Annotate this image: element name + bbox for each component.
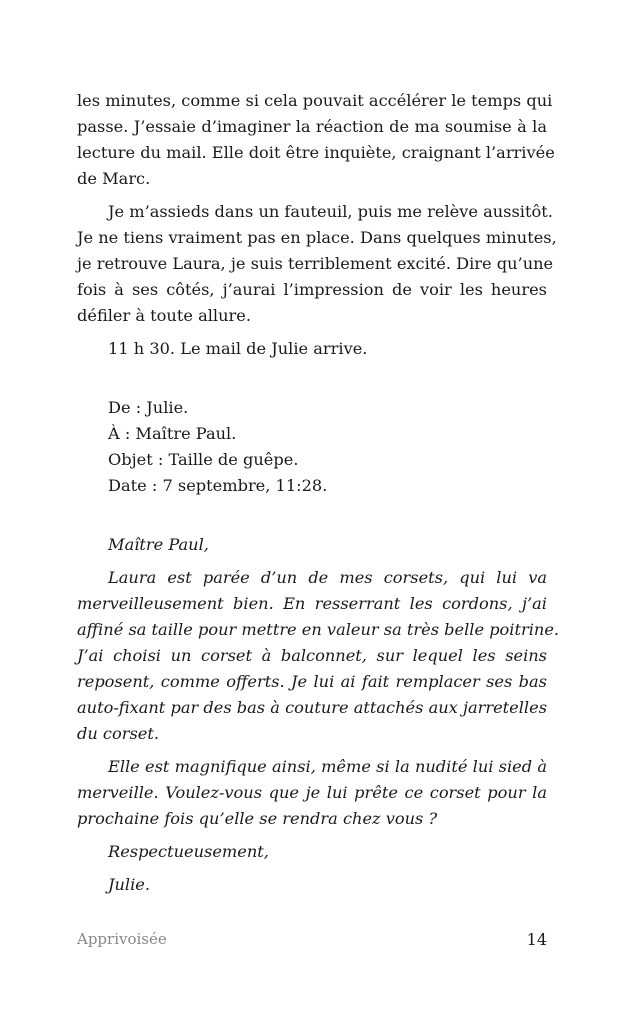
email-paragraph-magnifique — [77, 754, 547, 832]
text-line: les minutes, comme si cela pouvait accélérer le temps qui — [77, 91, 553, 110]
text-line: merveilleusement bien. En resserrant les cordons, j’ai — [77, 594, 547, 613]
paragraph-mail-arrive: 11 h 30. Le mail de Julie arrive. — [108, 339, 368, 358]
email-to: À : Maître Paul. — [108, 424, 237, 443]
text-line: auto-fixant par des bas à couture attachés aux jarretelles — [77, 698, 547, 717]
email-header — [77, 395, 547, 499]
text-line: prochaine fois qu’elle se rendra chez vous ? — [77, 809, 438, 828]
text-line: passe. J’essaie d’imaginer la réaction de ma soumise à la — [77, 117, 547, 136]
email-subject: Objet : Taille de guêpe. — [108, 450, 299, 469]
email-body — [77, 532, 560, 898]
text-line: défiler à toute allure. — [77, 306, 251, 325]
paragraph-continuation — [77, 88, 555, 192]
text-line: merveille. Voulez-vous que je lui prête ce corset pour la — [77, 783, 547, 802]
text-line: Je m’assieds dans un fauteuil, puis me relève aussitôt. — [108, 202, 553, 221]
text-line: lecture du mail. Elle doit être inquiète, craignant l’arrivée — [77, 143, 555, 162]
page-number: 14 — [526, 930, 547, 949]
book-title: Apprivoisée — [77, 930, 167, 948]
text-line: J’ai choisi un corset à balconnet, sur lequel les seins — [77, 646, 547, 665]
page-body — [77, 88, 560, 898]
text-line: Je ne tiens vraiment pas en place. Dans quelques minutes, — [77, 228, 557, 247]
email-paragraph-corset — [77, 565, 560, 747]
page-footer — [77, 930, 547, 949]
email-closing: Respectueusement, — [108, 842, 269, 861]
text-line: Elle est magnifique ainsi, même si la nudité lui sied à — [108, 757, 547, 776]
text-line: reposent, comme offerts. Je lui ai fait remplacer ses bas — [77, 672, 547, 691]
email-date: Date : 7 septembre, 11:28. — [108, 476, 328, 495]
text-line: affiné sa taille pour mettre en valeur sa très belle poitrine. — [77, 620, 560, 639]
email-salutation: Maître Paul, — [108, 535, 209, 554]
paragraph-fauteuil — [77, 199, 557, 329]
text-line: je retrouve Laura, je suis terriblement excité. Dire qu’une — [77, 254, 554, 273]
text-line: Laura est parée d’un de mes corsets, qui lui va — [108, 568, 547, 587]
text-line: du corset. — [77, 724, 160, 743]
email-from: De : Julie. — [108, 398, 189, 417]
text-line: fois à ses côtés, j’aurai l’impression de voir les heures — [77, 280, 547, 299]
text-line: de Marc. — [77, 169, 151, 188]
email-signature: Julie. — [108, 875, 150, 894]
